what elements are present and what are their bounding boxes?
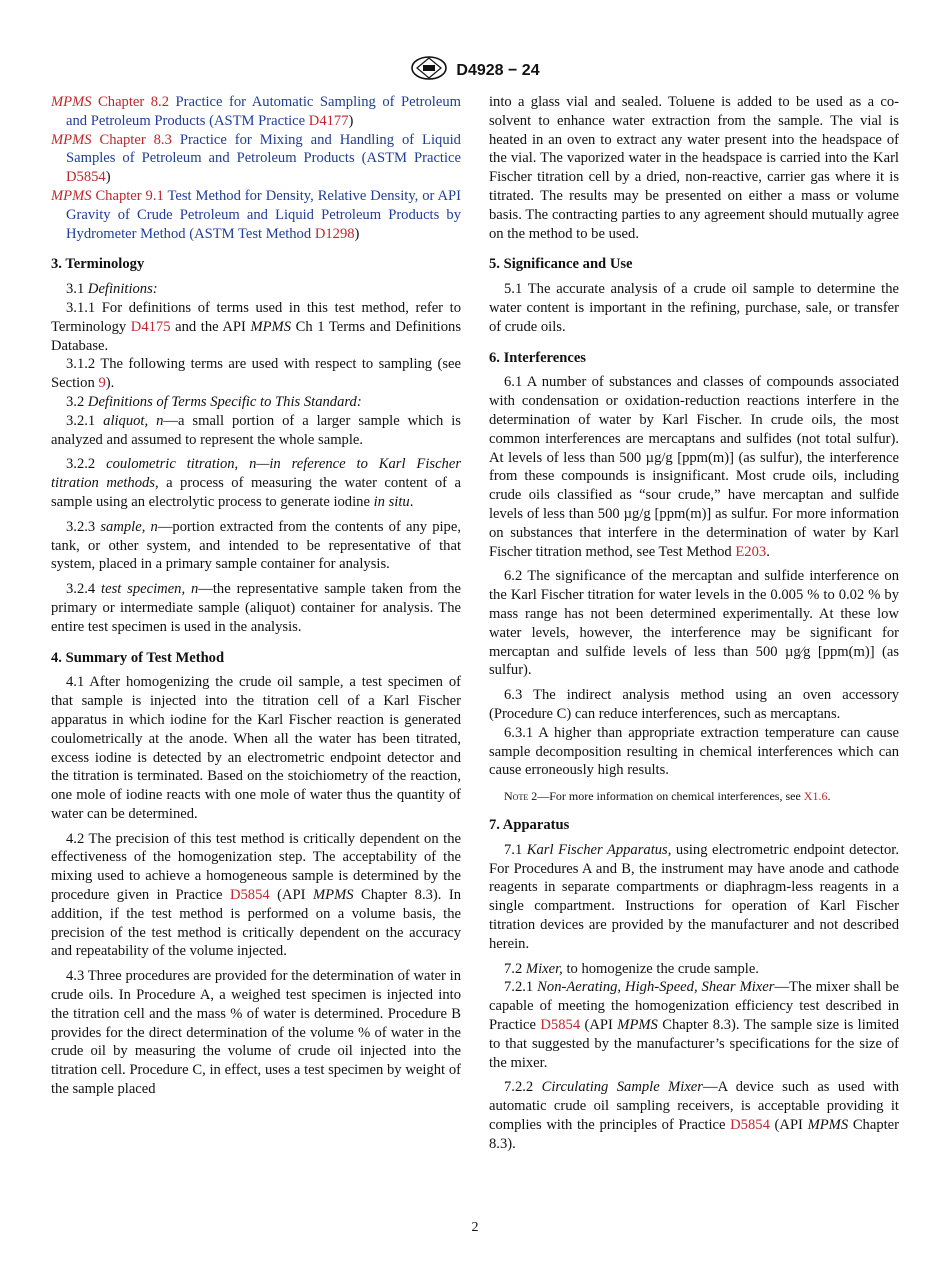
paragraph: 3.2.4 test specimen, n—the representative sample taken from the primary or intermediate sample (aliquot) container for analysis. The entire test specimen is used in the analysis. [51,581,461,635]
paragraph: 7.2.2 Circulating Sample Mixer—A device such as used with automatic crude oil sampling receivers, is acceptable providing it complies with the principles of Practice D5854 (API MPMS Chapter 8.3). [489,1079,900,1152]
std-link[interactable]: D5854 [229,887,270,904]
std-link[interactable]: D4175 [130,318,171,335]
std-link[interactable]: E203 [735,543,767,560]
paragraph: 7.2 Mixer, to homogenize the crude sample. [504,960,759,977]
std-link[interactable]: D4177 [308,112,349,129]
paragraph: 6.3.1 A higher than appropriate extraction temperature can cause sample decomposition resulting in chemical interferences which can cause erroneously high results. [489,724,899,779]
note: Note 2—For more information on chemical interferences, see X1.6. [504,789,831,804]
section-heading: 5. Significance and Use [489,256,633,273]
paragraph: 6.1 A number of substances and classes of compounds associated with condensation or oxidation-reduction reactions interfere in the determination of water by Karl Fischer. In crude oils, the most common interferences are mercaptans and sulfides (not total sulfur). At levels of less than 500 µg/g [ppm(m)] (as sulfur), the interference from these compounds is insignificant. Most crude oils, including crude oils classified as “sour crude,” have mercaptan and sulfide levels of less than 500 µg/g [ppm(m)] as sulfur. For more information on substances that interfere in the determination of water by Karl Fischer titration method, see Test Method E203. [489,374,899,560]
std-link[interactable]: D5854 [540,1017,581,1034]
paragraph: 3.1 Definitions: [66,281,158,298]
paragraph: 3.1.1 For definitions of terms used in this test method, refer to Terminology D4175 and the API MPMS Ch 1 Terms and Definitions Database. [51,299,461,354]
std-link[interactable]: D5854 [66,169,106,186]
section-heading: 7. Apparatus [489,817,570,834]
paragraph: 3.1.2 The following terms are used with respect to sampling (see Section 9). [51,356,461,392]
std-link[interactable]: D1298 [314,225,355,242]
paragraph: 3.2.1 aliquot, n—a small portion of a larger sample which is analyzed and assumed to represent the whole sample. [51,412,461,448]
paragraph: 7.2.1 Non-Aerating, High-Speed, Shear Mixer—The mixer shall be capable of meeting the homogenization efficiency test described in Practice D5854 (API MPMS Chapter 8.3). The sample size is limited to that suggested by the manufacturer’s specifications for the size of the mixer. [489,979,900,1071]
page-number: 2 [471,1220,479,1235]
paragraph-continued: into a glass vial and sealed. Toluene is added to be used as a co-solvent to enhance water extraction from the sample. The vial is heated in an oven to extract any water present into the headspace of the vial. The vaporized water in the headspace is carried into the Karl Fischer titration cell by a dried, non-reactive, carrier gas where it is titrated. The results may be presented on either a mass or volume basis. The contracting parties to any agreement should mutually agree on the method to be used. [489,94,899,242]
section-heading: 3. Terminology [51,256,145,273]
paragraph: 4.2 The precision of this test method is critically dependent on the effectiveness of the homogenization step. The acceptability of the mixing used to achieve a homogeneous sample is determined by the procedure given in Practice D5854 (API MPMS Chapter 8.3). In addition, if the test method is performed on a volume basis, the precision of the test method is critically dependent on the accuracy and repeatability of the volume injected. [51,830,462,960]
page-header [0,56,950,85]
paragraph: 6.2 The significance of the mercaptan and sulfide interference on the Karl Fischer titration for water levels in the 0.005 % to 0.02 % by mass range has not been determined experimentally. At these low water levels, however, the interference may be significant for mercaptan and sulfide levels of less than 500 µg⁄g [ppm(m)] (as sulfur). [489,568,899,679]
paragraph: 3.2.3 sample, n—portion extracted from the contents of any pipe, tank, or other system, and intended to be representative of that system, placed in a primary sample container for analysis. [51,518,461,573]
section-heading: 6. Interferences [489,349,586,366]
reference-item: MPMS Chapter 8.2 Practice for Automatic Sampling of Petroleum and Petroleum Products (ASTM Practice D4177) [51,94,461,129]
reference-item: MPMS Chapter 8.3 Practice for Mixing and Handling of Liquid Samples of Petroleum and Petroleum Products (ASTM Practice D5854) [51,131,461,186]
astm-logo-icon [410,56,448,85]
paragraph: 4.3 Three procedures are provided for the determination of water in crude oils. In Procedure A, a weighed test specimen is injected into the titration cell and the mass % of water is determined. Procedure B provides for the direct determination of the volume % of water in the crude oil by measuring the volume of crude oil injected into the titration cell. Procedure C, in effect, uses a test specimen by weight of the sample placed [51,968,461,1098]
paragraph: 3.2 Definitions of Terms Specific to This Standard: [66,393,362,410]
left-column [51,93,461,1105]
document-id: D4928 − 24 [456,61,540,79]
appendix-link[interactable]: X1.6 [803,789,828,804]
section-heading: 4. Summary of Test Method [51,649,225,666]
right-column [489,93,899,1160]
paragraph: 5.1 The accurate analysis of a crude oil sample to determine the water content is important in the refining, purchase, sale, or transfer of crude oils. [489,281,899,335]
paragraph: 3.2.2 coulometric titration, n—in reference to Karl Fischer titration methods, a process of measuring the water content of a sample using an electrolytic process to generate iodine in situ. [51,456,462,510]
section-link[interactable]: 9 [98,375,106,392]
paragraph: 4.1 After homogenizing the crude oil sample, a test specimen of that sample is injected into the titration cell of a Karl Fischer apparatus in which iodine for the Karl Fischer reaction is generated coulometrically at the anode. When all the water has been titrated, excess iodine is detected by an electrometric endpoint detector and the titration is terminated. Based on the stoichiometry of the reaction, one mole of iodine reacts with one mole of water thus the quantity of water can be determined. [51,674,461,822]
std-link[interactable]: D5854 [730,1117,770,1134]
paragraph: 6.3 The indirect analysis method using an oven accessory (Procedure C) can reduce interferences, such as mercaptans. [489,687,899,722]
reference-item: MPMS Chapter 9.1 Test Method for Density, Relative Density, or API Gravity of Crude Petroleum and Liquid Petroleum Products by Hydrometer Method (ASTM Test Method D1298) [51,187,461,242]
paragraph: 7.1 Karl Fischer Apparatus, using electrometric endpoint detector. For Procedures A and B, the instrument may have anode and cathode reagents in separate compartments or diaphragm-less reagents in a single compartment. Instructions for operation of Karl Fischer titration devices are provided by the manufacturer and not described herein. [489,841,899,952]
